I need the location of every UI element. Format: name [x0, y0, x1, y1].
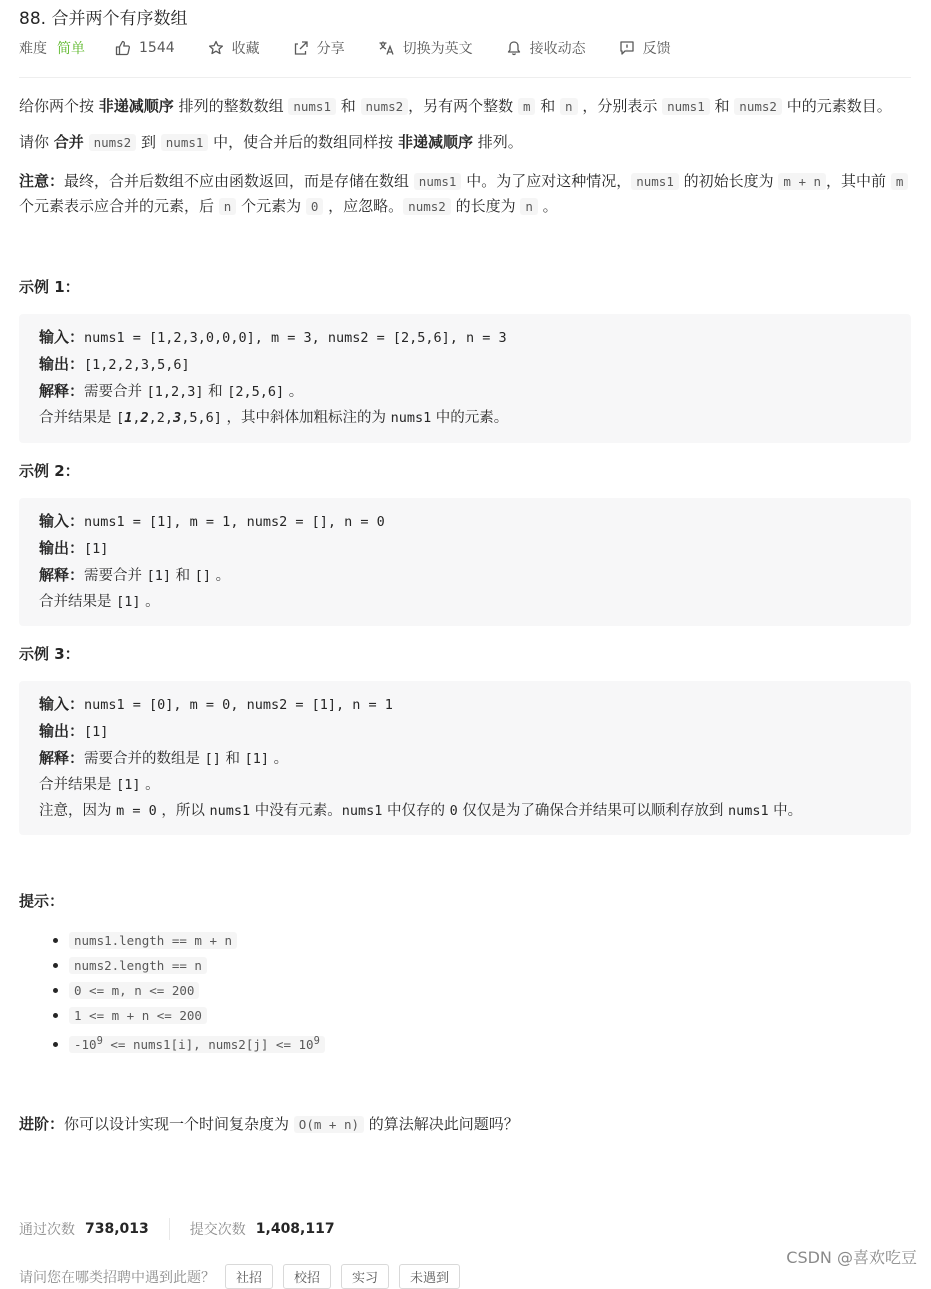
list-item: • nums1.length == m + n [69, 928, 911, 953]
feedback-label: 反馈 [642, 41, 671, 57]
accepted-count: 738,013 [85, 1221, 149, 1237]
hints-title: 提示： [19, 892, 65, 911]
description-paragraph: 请你 合并 nums2 到 nums1 中，使合并后的数组同样按 非递减顺序 排列。 [19, 133, 523, 151]
favorite-button[interactable] [208, 38, 260, 58]
survey-tag-none[interactable]: 未遇到 [399, 1264, 460, 1289]
subscribe-button[interactable] [506, 38, 586, 58]
switch-language-button[interactable] [378, 38, 473, 58]
switch-language-label: 切换为英文 [402, 41, 473, 57]
submissions-label: 提交次数 [189, 1222, 246, 1238]
like-count: 1544 [139, 40, 175, 56]
problem-meta-bar [19, 38, 704, 58]
example-2-title: 示例 2： [19, 462, 80, 481]
problem-title: 88. 合并两个有序数组 [19, 9, 188, 29]
example-1-block: 输入：nums1 = [1,2,3,0,0,0], m = 3, nums2 = [2,5,6], n = 3 输出：[1,2,2,3,5,6] 解释：需要合并 [1,2,3] 和 [2,5,6] 。 合并结果是 [1,2,2,3,5,6] ，其中斜体加粗标注的为 nums1 中的元素。 [19, 314, 911, 443]
survey-tag-social[interactable]: 社招 [225, 1264, 273, 1289]
survey-question: 请问您在哪类招聘中遇到此题？ [19, 1269, 215, 1286]
list-item: • 0 <= m, n <= 200 [69, 978, 911, 1003]
share-button[interactable] [293, 38, 345, 58]
list-item: • $-10^9$ <= nums1[i], nums2[j] <= $10^9$ [69, 1028, 911, 1056]
difficulty-badge: 简单 [57, 41, 85, 57]
note-paragraph: 注意：最终，合并后数组不应由函数返回，而是存储在数组 nums1 中。为了应对这种情况， nums1 的初始长度为 m + n ，其中前 m 个元素表示应合并的元素，后 n 个元素为 0 ，应忽略。 nums2 的长度为 n 。 [19, 169, 911, 219]
star-icon [208, 40, 224, 56]
interview-survey [19, 1264, 460, 1289]
example-2-block: 输入：nums1 = [1], m = 1, nums2 = [], n = 0 输出：[1] 解释：需要合并 [1] 和 [] 。 合并结果是 [1] 。 [19, 498, 911, 626]
list-item: • nums2.length == n [69, 953, 911, 978]
feedback-button[interactable] [619, 38, 671, 58]
feedback-icon [619, 40, 635, 56]
accepted-label: 通过次数 [19, 1222, 75, 1238]
problem-description [19, 94, 911, 1137]
translate-icon [378, 40, 395, 56]
favorite-label: 收藏 [231, 41, 260, 57]
bell-icon [506, 40, 522, 56]
example-1-title: 示例 1： [19, 278, 80, 296]
hints-list [19, 928, 911, 1056]
list-item: • 1 <= m + n <= 200 [69, 1003, 911, 1028]
divider [19, 77, 911, 78]
difficulty-label: 难度 [19, 41, 47, 57]
like-button[interactable] [115, 40, 175, 56]
submissions-count: 1,408,117 [255, 1221, 335, 1237]
followup: 进阶：你可以设计实现一个时间复杂度为 O(m + n) 的算法解决此问题吗？ [19, 1114, 519, 1133]
example-3-title: 示例 3： [19, 645, 80, 664]
survey-tag-intern[interactable]: 实习 [341, 1264, 389, 1289]
thumbs-up-icon [115, 40, 131, 56]
share-label: 分享 [316, 41, 345, 57]
example-3-block: 输入：nums1 = [0], m = 0, nums2 = [1], n = 1 输出：[1] 解释：需要合并的数组是 [] 和 [1] 。 合并结果是 [1] 。 注意，因为 m = 0 ，所以 nums1 中没有元素。nums1 中仅存的 0 仅仅是为了确保合并结果可以顺利存放到 nums1 中。 [19, 681, 911, 835]
subscribe-label: 接收动态 [529, 41, 586, 57]
survey-tag-campus[interactable]: 校招 [283, 1264, 331, 1289]
watermark: CSDN @喜欢吃豆 [786, 1248, 917, 1267]
description-paragraph: 给你两个按 非递减顺序 排列的整数数组 nums1 和 nums2 ，另有两个整数 m 和 n ，分别表示 nums1 和 nums2 中的元素数目。 [19, 97, 892, 115]
share-icon [293, 40, 309, 56]
submission-stats [19, 1218, 335, 1240]
divider [169, 1218, 170, 1240]
